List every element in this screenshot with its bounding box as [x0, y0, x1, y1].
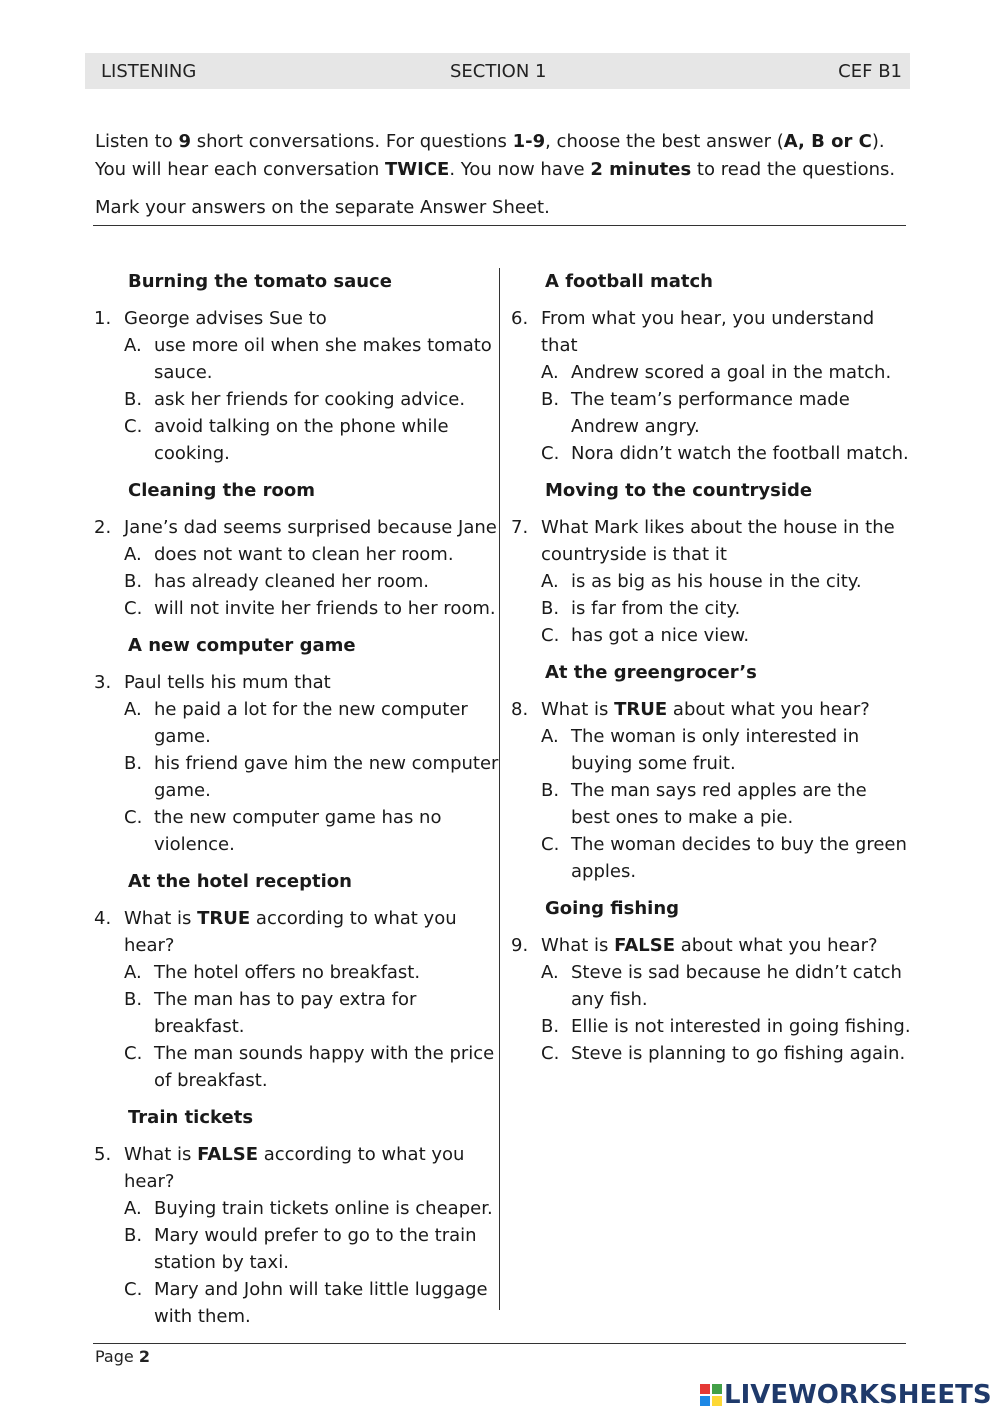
- answer-option: [124, 541, 499, 568]
- option-text: The man says red apples are the best ones to make a pie.: [571, 780, 867, 828]
- text-run: What is: [541, 699, 615, 720]
- option-text: The team’s performance made Andrew angry.: [571, 389, 850, 437]
- question-number: 1.: [94, 308, 112, 329]
- option-letter: A.: [124, 335, 142, 356]
- question-number: 9.: [511, 935, 529, 956]
- header-level: CEF B1: [838, 61, 902, 82]
- answer-option: [124, 986, 499, 1040]
- question-text: [541, 305, 911, 359]
- option-letter: C.: [124, 598, 143, 619]
- question-text: [541, 932, 911, 959]
- page-footer: [95, 1347, 150, 1366]
- text-run: What is: [541, 935, 615, 956]
- question-text: [541, 514, 911, 568]
- option-letter: B.: [124, 389, 143, 410]
- question-number: 5.: [94, 1144, 112, 1165]
- option-text: he paid a lot for the new computer game.: [154, 699, 468, 747]
- question-stem: [94, 669, 499, 696]
- questions-column-right: [511, 268, 911, 1077]
- answer-option: [124, 1222, 499, 1276]
- page-number: 2: [138, 1347, 150, 1366]
- text-run: Jane’s dad seems surprised because Jane: [124, 517, 497, 538]
- text-run: according to what you hear?: [124, 908, 457, 956]
- answer-option: [124, 595, 499, 622]
- option-letter: A.: [124, 544, 142, 565]
- option-text: use more oil when she makes tomato sauce.: [154, 335, 492, 383]
- option-text: The man has to pay extra for breakfast.: [154, 989, 417, 1037]
- question-item: [94, 1141, 499, 1330]
- option-letter: A.: [124, 699, 142, 720]
- answer-option: [124, 804, 499, 858]
- answer-options: [124, 332, 499, 467]
- conversation-title: At the greengrocer’s: [545, 662, 757, 683]
- option-letter: A.: [541, 962, 559, 983]
- option-letter: B.: [124, 1225, 143, 1246]
- bold-text: FALSE: [614, 935, 676, 956]
- text-run: according to what you hear?: [124, 1144, 465, 1192]
- answer-option: [541, 1013, 911, 1040]
- instructions-answer-sheet: Mark your answers on the separate Answer Sheet.: [95, 197, 550, 218]
- text-run: Paul tells his mum that: [124, 672, 331, 693]
- text-run: You will hear each conversation: [95, 159, 386, 180]
- header-listening: LISTENING: [101, 61, 197, 82]
- answer-option: [124, 750, 499, 804]
- questions-column-left: [94, 268, 499, 1340]
- option-text: The woman decides to buy the green apples.: [571, 834, 907, 882]
- text-run: , choose the best answer (: [545, 131, 784, 152]
- option-text: the new computer game has no violence.: [154, 807, 442, 855]
- question-number: 3.: [94, 672, 112, 693]
- conversation-title: Train tickets: [128, 1107, 254, 1128]
- top-divider: [93, 225, 906, 226]
- instructions: [95, 128, 915, 222]
- answer-options: [124, 696, 499, 858]
- question-item: [511, 305, 911, 467]
- text-run: What is: [124, 1144, 198, 1165]
- option-letter: C.: [124, 1043, 143, 1064]
- text-run: Listen to: [95, 131, 179, 152]
- option-text: Mary and John will take little luggage with them.: [154, 1279, 488, 1327]
- conversation-title: Cleaning the room: [128, 480, 315, 501]
- bottom-divider: [93, 1343, 906, 1344]
- question-item: [94, 514, 499, 622]
- question-number: 4.: [94, 908, 112, 929]
- question-stem: [94, 905, 499, 959]
- question-item: [94, 905, 499, 1094]
- option-text: has already cleaned her room.: [154, 571, 430, 592]
- header-bar: [85, 53, 910, 89]
- option-text: is as big as his house in the city.: [571, 571, 862, 592]
- page-label: Page: [95, 1347, 134, 1366]
- conversation-title: At the hotel reception: [128, 871, 352, 892]
- text-run: short conversations. For questions: [191, 131, 513, 152]
- text-run: What is: [124, 908, 198, 929]
- question-number: 7.: [511, 517, 529, 538]
- question-stem: [94, 514, 499, 541]
- option-letter: B.: [124, 989, 143, 1010]
- answer-option: [124, 1195, 499, 1222]
- text-run: George advises Sue to: [124, 308, 327, 329]
- question-item: [511, 932, 911, 1067]
- option-text: Steve is planning to go fishing again.: [571, 1043, 906, 1064]
- answer-option: [541, 831, 911, 885]
- answer-option: [541, 359, 911, 386]
- option-text: his friend gave him the new computer game.: [154, 753, 499, 801]
- answer-option: [124, 413, 499, 467]
- question-stem: [511, 305, 911, 359]
- text-run: ).: [871, 131, 885, 152]
- option-letter: C.: [541, 625, 560, 646]
- answer-option: [124, 696, 499, 750]
- text-run: about what you hear?: [667, 699, 870, 720]
- option-text: does not want to clean her room.: [154, 544, 454, 565]
- text-run: What Mark likes about the house in the countryside is that it: [541, 517, 895, 565]
- option-text: Steve is sad because he didn’t catch any fish.: [571, 962, 902, 1010]
- answer-option: [541, 959, 911, 1013]
- question-item: [94, 669, 499, 858]
- option-letter: A.: [541, 362, 559, 383]
- liveworksheets-wordmark: LIVEWORKSHEETS: [724, 1380, 992, 1410]
- option-text: Mary would prefer to go to the train station by taxi.: [154, 1225, 477, 1273]
- option-letter: B.: [541, 1016, 560, 1037]
- answer-options: [124, 959, 499, 1094]
- question-item: [511, 696, 911, 885]
- answer-options: [541, 723, 911, 885]
- question-number: 8.: [511, 699, 529, 720]
- option-letter: B.: [541, 598, 560, 619]
- bold-text: TRUE: [197, 908, 251, 929]
- answer-options: [541, 568, 911, 649]
- option-letter: B.: [124, 571, 143, 592]
- question-stem: [94, 305, 499, 332]
- answer-options: [541, 959, 911, 1067]
- conversation-title: Burning the tomato sauce: [128, 271, 392, 292]
- option-text: The hotel offers no breakfast.: [154, 962, 421, 983]
- bold-text: 1-9: [512, 131, 546, 152]
- answer-option: [541, 440, 911, 467]
- answer-option: [124, 1040, 499, 1094]
- option-letter: C.: [124, 1279, 143, 1300]
- answer-option: [541, 622, 911, 649]
- option-letter: B.: [124, 753, 143, 774]
- column-divider: [499, 268, 500, 1310]
- option-letter: C.: [124, 807, 143, 828]
- answer-option: [124, 332, 499, 386]
- option-text: Ellie is not interested in going fishing.: [571, 1016, 911, 1037]
- answer-options: [124, 1195, 499, 1330]
- bold-text: 2 minutes: [590, 159, 692, 180]
- option-text: is far from the city.: [571, 598, 741, 619]
- conversation-title: A football match: [545, 271, 713, 292]
- option-letter: C.: [124, 416, 143, 437]
- liveworksheets-logo: [700, 1380, 992, 1410]
- instructions-line-1: [95, 128, 915, 156]
- answer-option: [541, 386, 911, 440]
- answer-option: [124, 1276, 499, 1330]
- conversation-title: Moving to the countryside: [545, 480, 813, 501]
- answer-option: [541, 723, 911, 777]
- bold-text: FALSE: [197, 1144, 259, 1165]
- option-text: Nora didn’t watch the football match.: [571, 443, 909, 464]
- question-stem: [511, 932, 911, 959]
- option-letter: A.: [124, 962, 142, 983]
- answer-option: [541, 777, 911, 831]
- text-run: about what you hear?: [675, 935, 878, 956]
- answer-option: [541, 595, 911, 622]
- header-section: SECTION 1: [450, 61, 547, 82]
- question-text: [124, 1141, 499, 1195]
- option-letter: A.: [541, 726, 559, 747]
- bold-text: TRUE: [614, 699, 668, 720]
- option-letter: C.: [541, 443, 560, 464]
- option-letter: C.: [541, 1043, 560, 1064]
- answer-option: [124, 386, 499, 413]
- option-text: ask her friends for cooking advice.: [154, 389, 466, 410]
- conversation-title: Going fishing: [545, 898, 680, 919]
- answer-option: [541, 1040, 911, 1067]
- option-text: avoid talking on the phone while cooking.: [154, 416, 449, 464]
- answer-option: [541, 568, 911, 595]
- option-letter: A.: [541, 571, 559, 592]
- question-item: [94, 305, 499, 467]
- option-text: The man sounds happy with the price of breakfast.: [154, 1043, 495, 1091]
- option-text: has got a nice view.: [571, 625, 750, 646]
- option-letter: B.: [541, 780, 560, 801]
- option-text: Andrew scored a goal in the match.: [571, 362, 892, 383]
- answer-option: [124, 568, 499, 595]
- bold-text: A, B or C: [783, 131, 872, 152]
- text-run: . You now have: [449, 159, 591, 180]
- question-text: [124, 305, 499, 332]
- answer-option: [124, 959, 499, 986]
- question-stem: [94, 1141, 499, 1195]
- option-text: Buying train tickets online is cheaper.: [154, 1198, 493, 1219]
- text-run: From what you hear, you understand that: [541, 308, 875, 356]
- question-item: [511, 514, 911, 649]
- liveworksheets-mark-icon: [700, 1384, 722, 1406]
- answer-options: [541, 359, 911, 467]
- option-letter: C.: [541, 834, 560, 855]
- answer-options: [124, 541, 499, 622]
- option-text: will not invite her friends to her room.: [154, 598, 496, 619]
- question-text: [124, 905, 499, 959]
- bold-text: TWICE: [385, 159, 450, 180]
- question-text: [124, 669, 499, 696]
- question-text: [124, 514, 499, 541]
- option-text: The woman is only interested in buying some fruit.: [571, 726, 860, 774]
- bold-text: 9: [178, 131, 191, 152]
- text-run: to read the questions.: [691, 159, 896, 180]
- option-letter: A.: [124, 1198, 142, 1219]
- question-stem: [511, 696, 911, 723]
- conversation-title: A new computer game: [128, 635, 356, 656]
- question-text: [541, 696, 911, 723]
- question-stem: [511, 514, 911, 568]
- question-number: 2.: [94, 517, 112, 538]
- instructions-line-2: [95, 156, 915, 184]
- option-letter: B.: [541, 389, 560, 410]
- question-number: 6.: [511, 308, 529, 329]
